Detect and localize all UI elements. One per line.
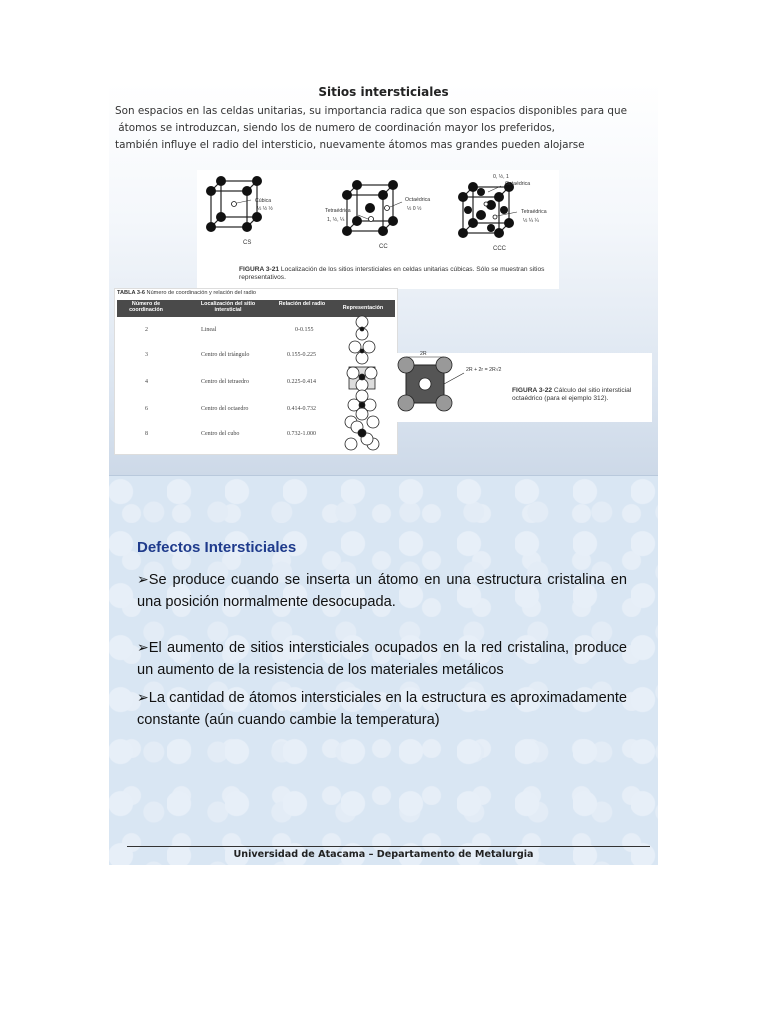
bullet-text: El aumento de sitios intersticiales ocupados en la red cristalina, produce un aumento de la resistencia de los materiales metálicos bbox=[137, 640, 627, 678]
intro-line: Son espacios en las celdas unitarias, su importancia radica que son espacios disponibles para que bbox=[115, 105, 627, 117]
cell-name-cc: CC bbox=[379, 244, 388, 250]
caption-number: FIGURA 3-21 bbox=[239, 266, 280, 273]
cell-location: Lineal bbox=[201, 327, 217, 333]
label-tetraedrica-ccc: Tetraédrica bbox=[521, 209, 547, 215]
figure-3-21-caption bbox=[239, 266, 557, 282]
label-octaedrica-ccc: Octaédrica bbox=[505, 181, 531, 187]
slide-title: Defectos Intersticiales bbox=[137, 539, 297, 556]
slide-interstitial-sites bbox=[109, 83, 658, 475]
cell-coord: 6 bbox=[145, 406, 148, 412]
arrow-bullet-icon: ➢ bbox=[137, 571, 149, 587]
cell-name-cs: CS bbox=[243, 240, 252, 246]
label-octaedrica: Octaédrica bbox=[405, 197, 431, 203]
footer-text: Universidad de Atacama – Departamento de Metalurgia bbox=[233, 849, 534, 860]
cell-ratio: 0.225-0.414 bbox=[287, 379, 316, 385]
slide-title: Sitios intersticiales bbox=[318, 85, 449, 99]
coord-octaedrica: ½ 0 ½ bbox=[407, 206, 422, 212]
bullet-item bbox=[137, 686, 627, 731]
header-cell: Relación del radio bbox=[278, 301, 326, 307]
arrow-bullet-icon: ➢ bbox=[137, 639, 149, 655]
cell-location: Centro del octaedro bbox=[201, 406, 249, 412]
cell-ratio: 0-0.155 bbox=[295, 327, 314, 333]
cell-ratio: 0.155-0.225 bbox=[287, 352, 316, 358]
cell-coord: 4 bbox=[145, 379, 148, 385]
cell-coord: 3 bbox=[145, 352, 148, 358]
caption-number: FIGURA 3-22 bbox=[512, 387, 553, 394]
coord-octaedrica-ccc: 0, ½, 1 bbox=[493, 174, 509, 180]
cell-name-ccc: CCC bbox=[493, 246, 506, 252]
intro-paragraph bbox=[115, 103, 658, 154]
arrow-bullet-icon: ➢ bbox=[137, 689, 149, 705]
label-tetraedrica: Tetraédrica bbox=[325, 208, 351, 214]
coord-cubica: ½ ½ ½ bbox=[257, 206, 273, 212]
figure-3-22 bbox=[394, 353, 652, 422]
bullet-item bbox=[137, 636, 627, 681]
cell-ratio: 0.732-1.000 bbox=[287, 431, 316, 437]
cell-ratio: 0.414-0.732 bbox=[287, 406, 316, 412]
intro-line: también influye el radio del intersticio, nuevamente átomos mas grandes pueden alojarse bbox=[115, 139, 585, 151]
header-cell: Número de coordinación bbox=[129, 301, 163, 313]
coord-tetraedrica: 1, ½, ¼ bbox=[327, 217, 345, 223]
caption-text: Cálculo del sitio intersticial octaédrico (para el ejemplo 312). bbox=[512, 387, 632, 402]
header-cell: Localización del sitio intersticial bbox=[200, 301, 256, 313]
coord-tetraedrica-ccc: ½ ¼ ¼ bbox=[523, 218, 539, 224]
cell-location: Centro del cubo bbox=[201, 431, 240, 437]
label-cubica: Cúbica bbox=[255, 198, 272, 204]
intro-line: átomos se introduzcan, siendo los de numero de coordinación mayor los preferidos, bbox=[115, 122, 555, 134]
document-page bbox=[109, 83, 658, 864]
table-3-6 bbox=[114, 288, 398, 455]
coordination-representations bbox=[115, 289, 397, 454]
caption-text: Localización de los sitios intersticiales en celdas unitarias cúbicas. Sólo se muestran sitios representativos. bbox=[239, 266, 545, 281]
figure-3-21 bbox=[197, 170, 559, 289]
slide-interstitial-defects bbox=[109, 475, 658, 865]
figure-3-22-caption bbox=[512, 387, 646, 403]
dimension-label: 2R bbox=[420, 351, 427, 357]
cell-location: Centro del triángulo bbox=[201, 352, 250, 358]
table-number: TABLA 3-6 bbox=[117, 290, 145, 296]
footer-divider bbox=[127, 846, 650, 847]
header-cell: Representación bbox=[342, 305, 384, 311]
bullet-text: Se produce cuando se inserta un átomo en una estructura cristalina en una posición normalmente desocupada. bbox=[137, 572, 627, 610]
cell-location: Centro del tetraedro bbox=[201, 379, 249, 385]
equation-label: 2R + 2r = 2R√2 bbox=[466, 367, 502, 373]
cell-coord: 8 bbox=[145, 431, 148, 437]
cell-coord: 2 bbox=[145, 327, 148, 333]
table-subtitle: Número de coordinación y relación del radio bbox=[146, 290, 256, 296]
bullet-text: La cantidad de átomos intersticiales en la estructura es aproximadamente constante (aún cuando cambie la temperatura) bbox=[137, 690, 627, 728]
bullet-item bbox=[137, 568, 627, 613]
